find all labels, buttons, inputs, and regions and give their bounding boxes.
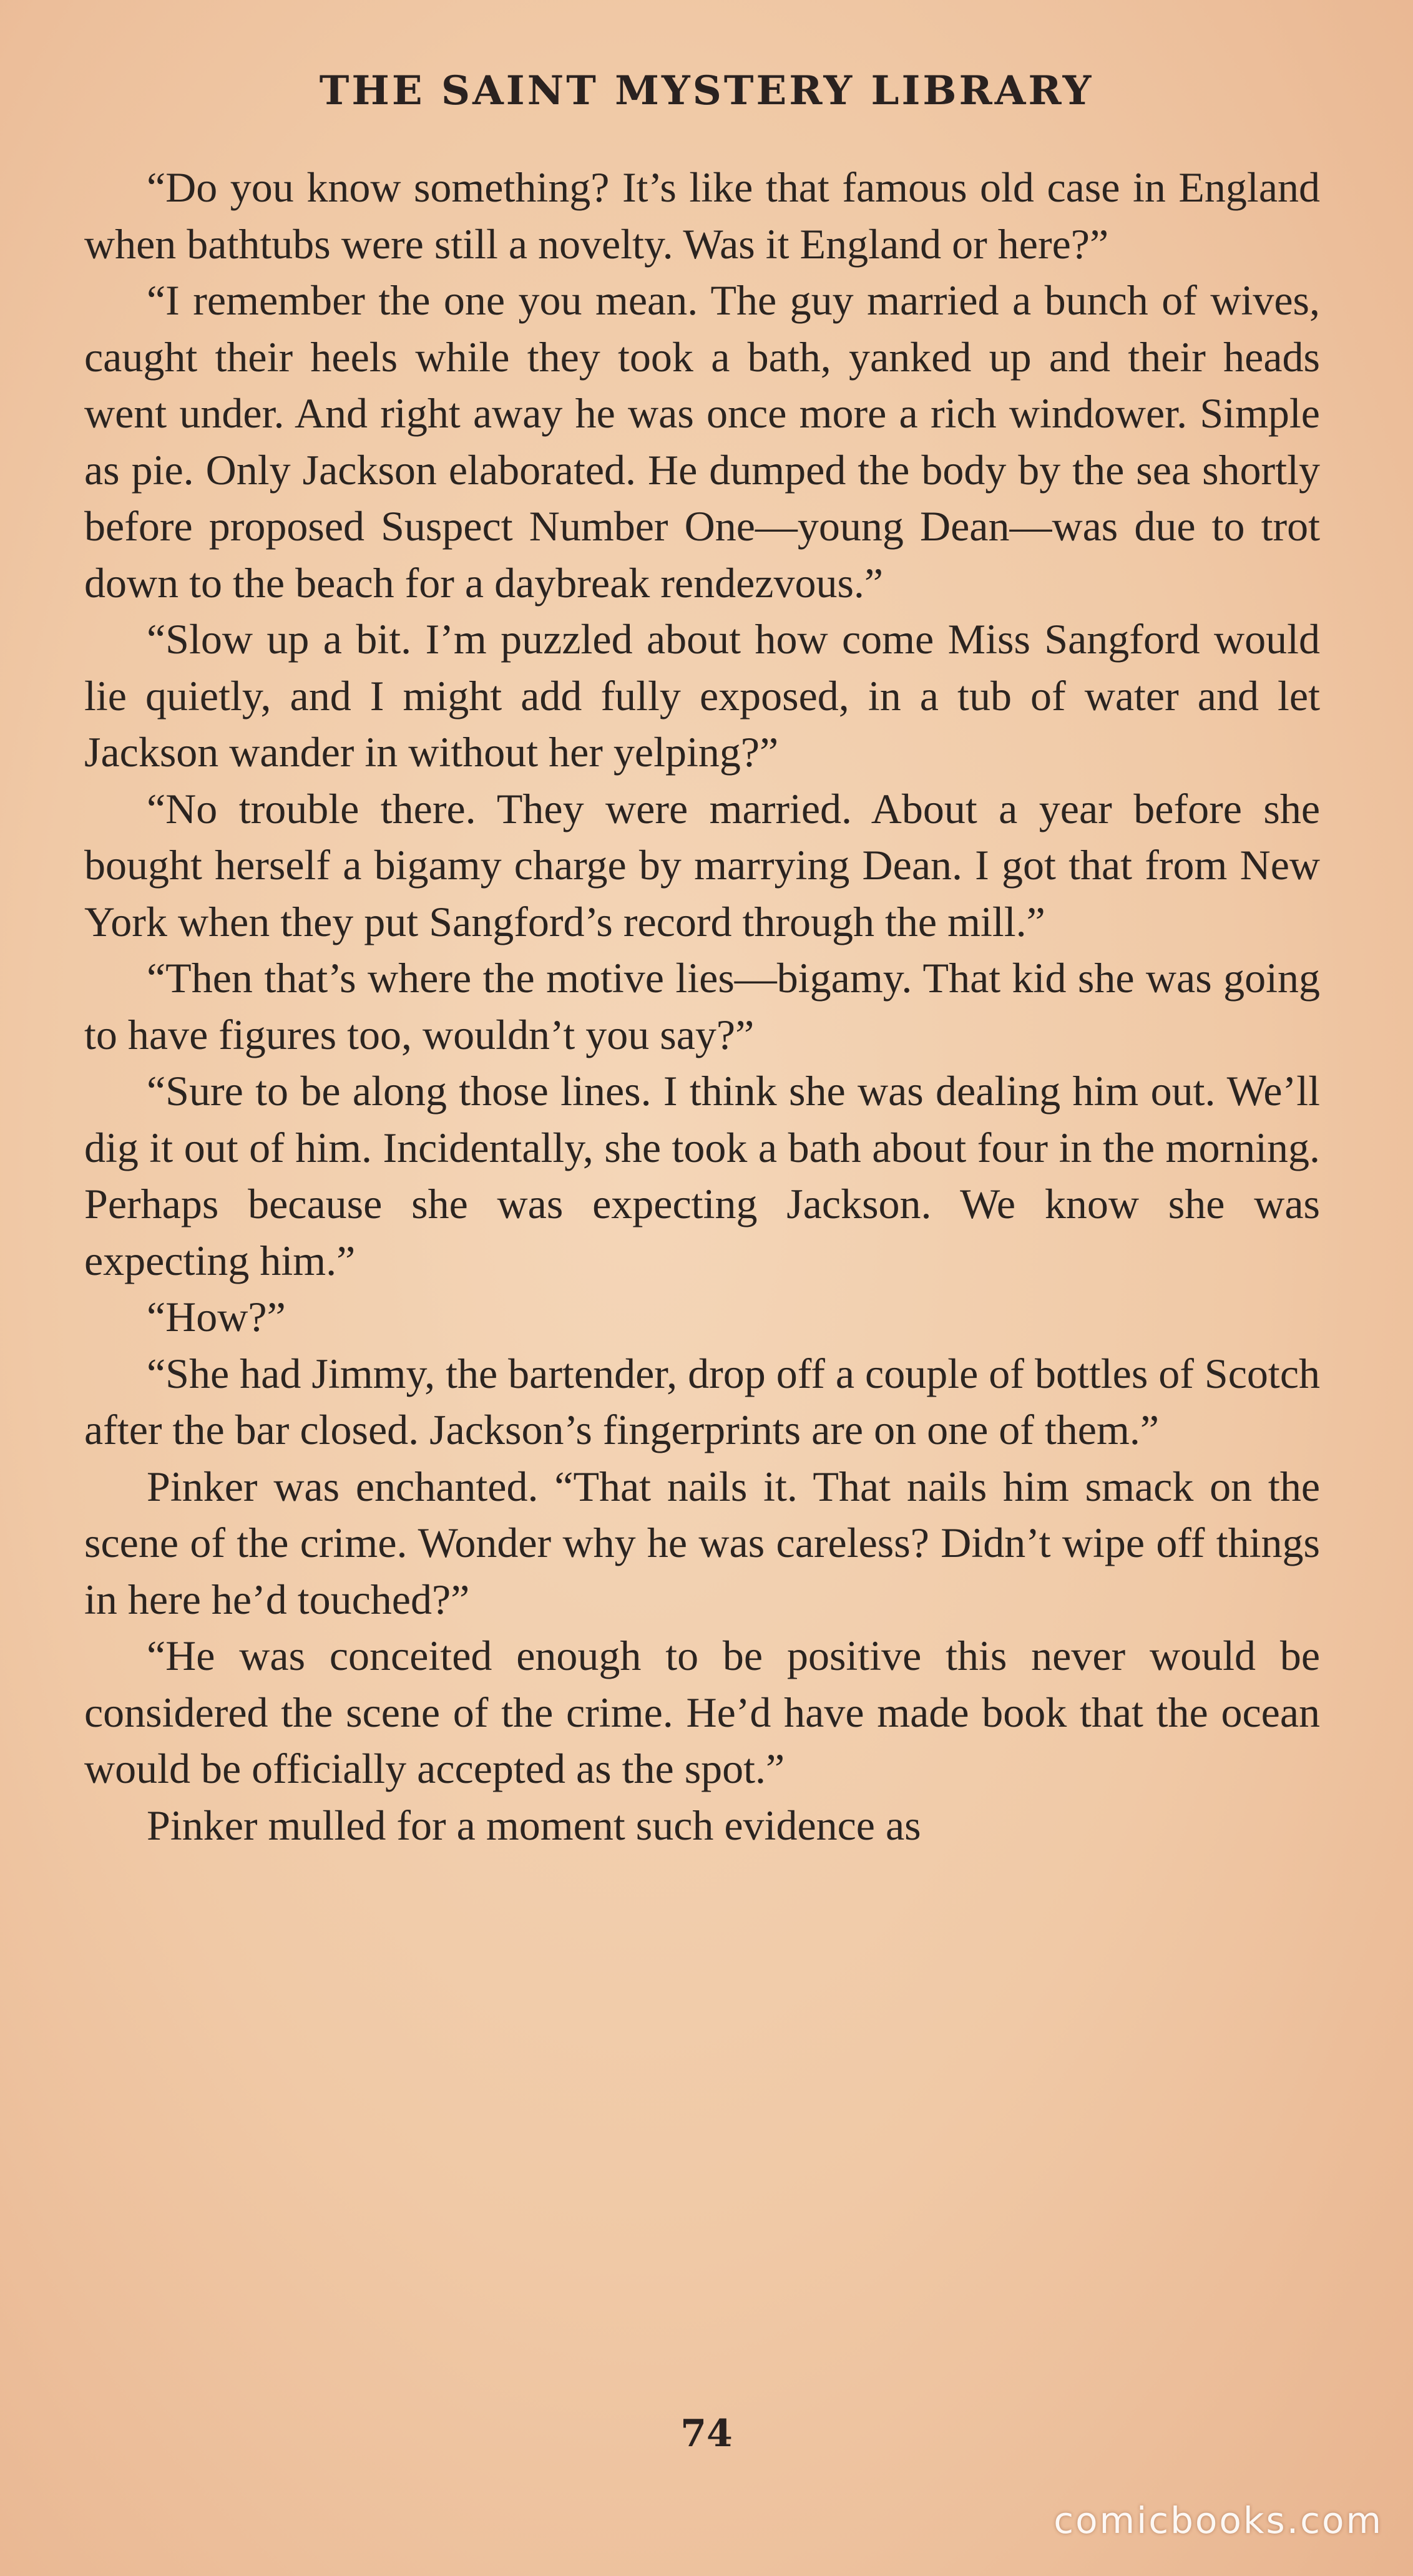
running-head: THE SAINT MYSTERY LIBRARY [319, 67, 1094, 114]
paragraph: “No trouble there. They were married. About a year before she bought herself a bigamy charge by marrying Dean. I got that from New York when they put Sangford’s record through the mill.” [84, 784, 1320, 945]
watermark: comicbooks.com [1054, 2499, 1383, 2542]
paragraph: Pinker was enchanted. “That nails it. That nails him smack on the scene of the crime. Wonder why he was careless? Didn’t wipe off things in here he’d touched?” [84, 1462, 1320, 1623]
paragraph: “She had Jimmy, the bartender, drop off a couple of bottles of Scotch after the bar closed. Jackson’s fingerprints are on one of them.” [84, 1349, 1320, 1453]
body-text [84, 159, 1320, 1853]
paragraph: “Do you know something? It’s like that famous old case in England when bathtubs were still a novelty. Was it England or here?” [84, 163, 1320, 268]
paragraph: “How?” [147, 1293, 286, 1340]
page-number: 74 [680, 2412, 733, 2456]
paragraph: “Then that’s where the motive lies—bigamy. That kid she was going to have figures too, wouldn’t you say?” [84, 954, 1320, 1058]
paragraph: “Sure to be along those lines. I think she was dealing him out. We’ll dig it out of him. Incidentally, she took a bath about four in the morning. Perhaps because she was expecting Jackson. We know she was expecting him.” [84, 1067, 1320, 1284]
paragraph: “Slow up a bit. I’m puzzled about how come Miss Sangford would lie quietly, and I might add fully exposed, in a tub of water and let Jackson wander in without her yelping?” [84, 615, 1320, 776]
paragraph: “He was conceited enough to be positive this never would be considered the scene of the crime. He’d have made book that the ocean would be officially accepted as the spot.” [84, 1632, 1320, 1792]
paragraph: “I remember the one you mean. The guy married a bunch of wives, caught their heels while they took a bath, yanked up and their heads went under. And right away he was once more a rich windower. Simple as pie. Only Jackson elaborated. He dumped the body by the sea shortly before proposed Suspect Number One—young Dean—was due to trot down to the beach for a daybreak rendezvous.” [84, 276, 1320, 607]
paragraph: Pinker mulled for a moment such evidence as [147, 1801, 921, 1849]
